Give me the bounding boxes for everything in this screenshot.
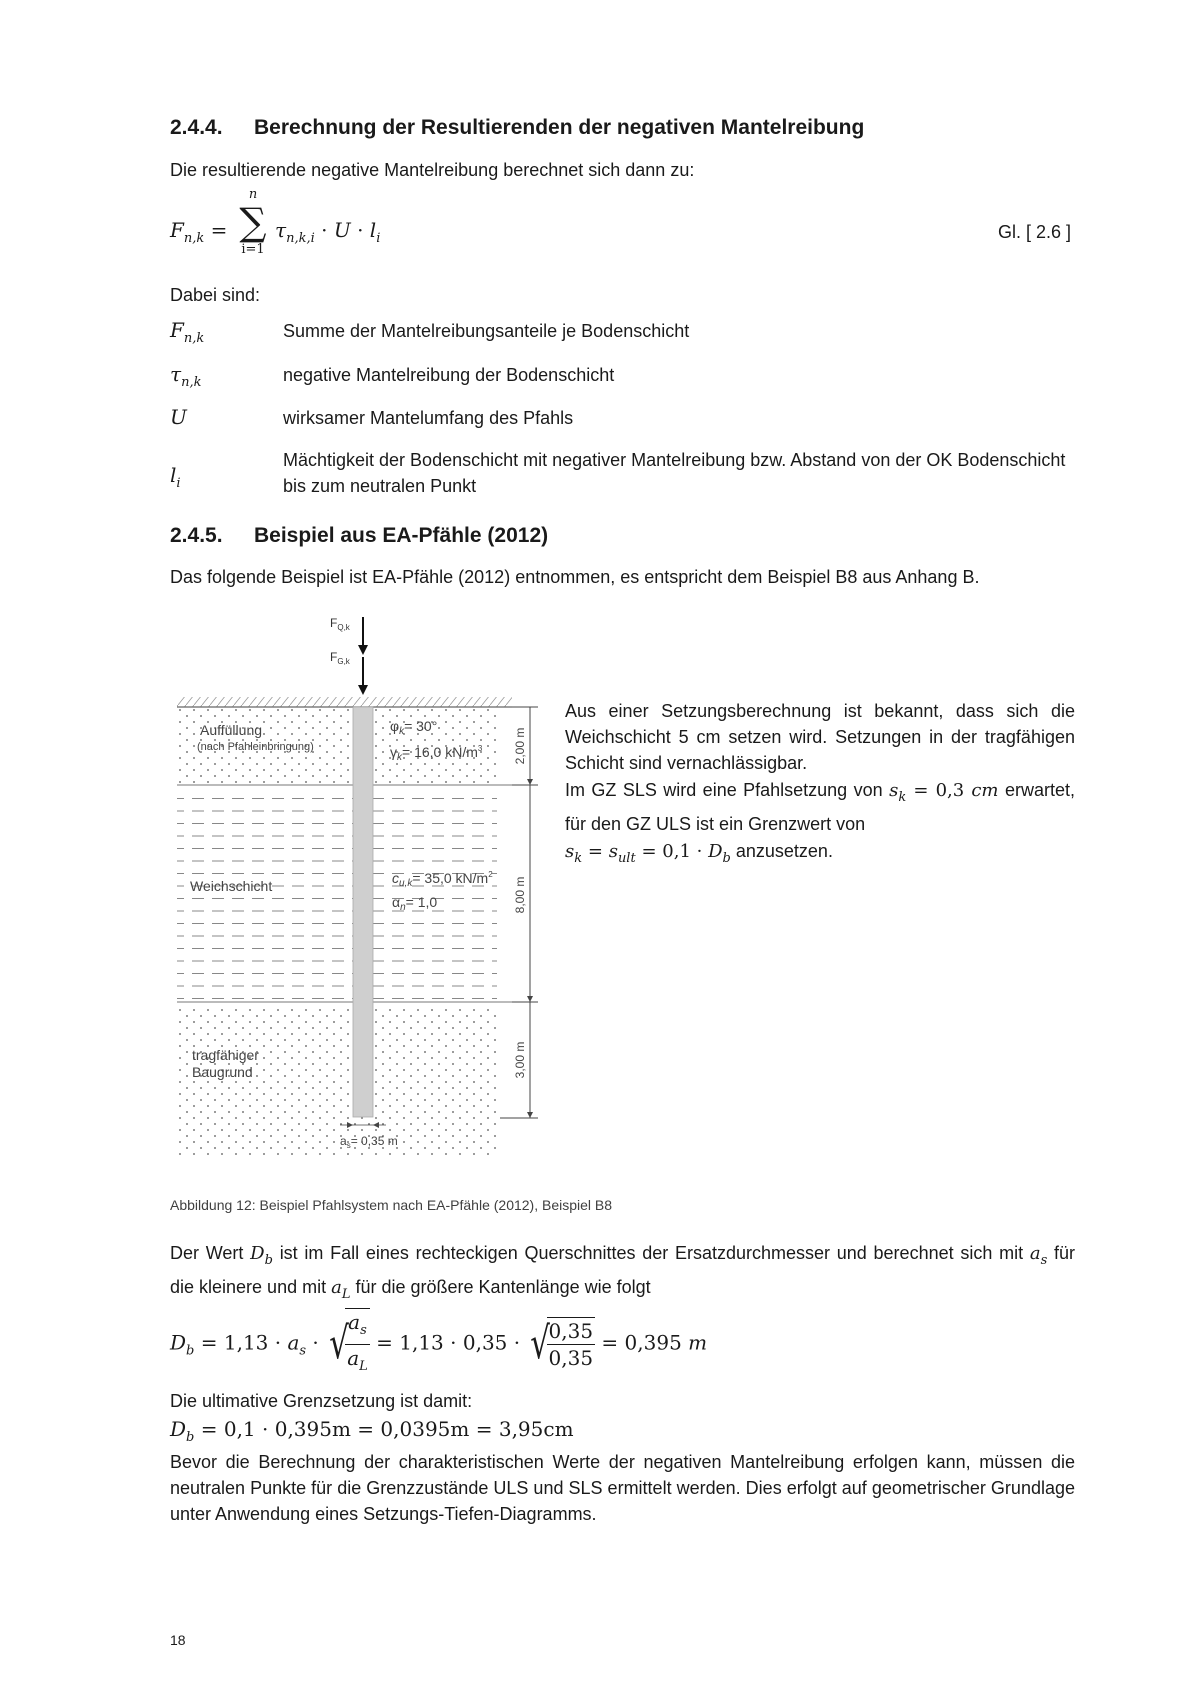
db-equation: $D_b = 1,13 \cdot a_s$ · √ $\frac{a_s}{a_L}$ = 1,13 · 0,35 · √ $\frac{0,35}{0,35}$ = 0,395 m xyxy=(170,1308,707,1380)
db-paragraph: Der Wert $D_b$ ist im Fall eines rechteckigen Querschnittes der Ersatzdurchmesser und berechnet sich mit $a_s$ für die kleinere und mit $a_L$ für die größere Kantenlänge wie folgt xyxy=(170,1243,1075,1302)
layer-fill-baugrund xyxy=(177,1005,497,1155)
final-paragraph: Bevor die Berechnung der charakteristischen Werte der negativen Mantelreibung erfolgen kann, müssen die neutralen Punkte für die Grenzzustände ULS und SLS ermittelt werden. Dies erfolgt auf geometrischer Grundlage unter Anwendung eines Setzungs-Tiefen-Diagramms. xyxy=(170,1452,1075,1524)
pile-width-label: $a_s= 0,35$ m xyxy=(340,1134,398,1150)
ultimate-label: Die ultimative Grenzsetzung ist damit: xyxy=(170,1391,473,1411)
side-paragraph-2: Im GZ SLS wird eine Pfahlsetzung von $s_k = 0,3$ cm erwartet, für den GZ ULS ist ein Grenzwert von xyxy=(565,780,1075,834)
layer3-name-2: Baugrund xyxy=(192,1064,253,1080)
layer2-thickness: 8,00 m xyxy=(513,876,527,914)
pile xyxy=(353,707,373,1117)
section-heading-2-4-4 xyxy=(170,116,864,140)
layer1-note: (nach Pfahleinbringung) xyxy=(197,741,314,753)
definition-text: negative Mantelreibung der Bodenschicht xyxy=(283,365,615,385)
layer2-alpha: $\alpha_n= 1,0$ xyxy=(392,894,438,913)
section-title: Beispiel aus EA-Pfähle (2012) xyxy=(254,524,549,547)
layer2-name: Weichschicht xyxy=(190,878,273,894)
definition-symbol: $\tau_{n,k}$ xyxy=(170,362,202,390)
side-paragraph-2-end: $s_k = s_{ult} = 0,1 \cdot D_b$ anzusetzen. xyxy=(565,841,833,866)
side-paragraph-1: Aus einer Setzungsberechnung ist bekannt, dass sich die Weichschicht 5 cm setzen wird. Setzungen in der tragfähigen Schicht sind vernachlässigbar. xyxy=(565,701,1075,773)
section-title: Berechnung der Resultierenden der negativen Mantelreibung xyxy=(254,116,865,139)
layer2-cu: $c_{u,k}= 35,0$ $kN/m^2$ xyxy=(392,870,493,889)
definition-text: Summe der Mantelreibungsanteile je Bodenschicht xyxy=(283,321,690,341)
ultimate-equation: $D_b = 0,1 \cdot 0,395m = 0,0395m = 3,95cm$ xyxy=(170,1417,574,1445)
definition-text: Mächtigkeit der Bodenschicht mit negativer Mantelreibung bzw. Abstand von der OK Bodenschicht bis zum neutralen Punkt xyxy=(283,450,1066,496)
ground-surface-hatch xyxy=(177,697,512,707)
figure-caption: Abbildung 12: Beispiel Pfahlsystem nach EA-Pfähle (2012), Beispiel B8 xyxy=(170,1197,613,1213)
layer1-phi: $\varphi_k= 30^\circ$ xyxy=(390,718,438,737)
equation-number: Gl. [ 2.6 ] xyxy=(998,222,1072,242)
layer1-name: Auffüllung xyxy=(200,722,263,738)
page-number: 18 xyxy=(170,1632,186,1648)
equation-2-6: $F_{n,k}$ = xyxy=(170,218,228,246)
layer1-thickness: 2,00 m xyxy=(513,727,527,765)
definition-symbol: U xyxy=(170,405,187,429)
section-number: 2.4.5. xyxy=(170,524,223,547)
definition-symbol: $l_i$ xyxy=(170,463,181,491)
layer-fill-weichschicht xyxy=(177,791,497,1001)
section-heading-2-4-5 xyxy=(170,524,548,548)
layer3-thickness: 3,00 m xyxy=(513,1041,527,1079)
definition-text: wirksamer Mantelumfang des Pfahls xyxy=(283,408,574,428)
load-q-label: $F_{Q,k}$ xyxy=(330,616,350,632)
layer1-gamma: $\gamma_k= 16,0$ $kN/m^3$ xyxy=(390,744,483,763)
pile-system-figure xyxy=(170,605,550,1165)
sum-symbol: n ∑ i=1 xyxy=(239,187,267,257)
definition-symbol: $F_{n,k}$ xyxy=(170,318,205,346)
load-g-label: $F_{G,k}$ xyxy=(330,650,350,666)
intro-paragraph: Die resultierende negative Mantelreibung berechnet sich dann zu: xyxy=(170,160,695,180)
dabei-label: Dabei sind: xyxy=(170,285,261,305)
example-intro: Das folgende Beispiel ist EA-Pfähle (2012) entnommen, es entspricht dem Beispiel B8 aus Anhang B. xyxy=(170,567,980,587)
equation-2-6-rhs: $\tau_{n,k,i} \cdot U \cdot l_i$ xyxy=(275,218,381,246)
section-number: 2.4.4. xyxy=(170,116,223,139)
layer3-name-1: tragfähiger xyxy=(192,1047,259,1063)
